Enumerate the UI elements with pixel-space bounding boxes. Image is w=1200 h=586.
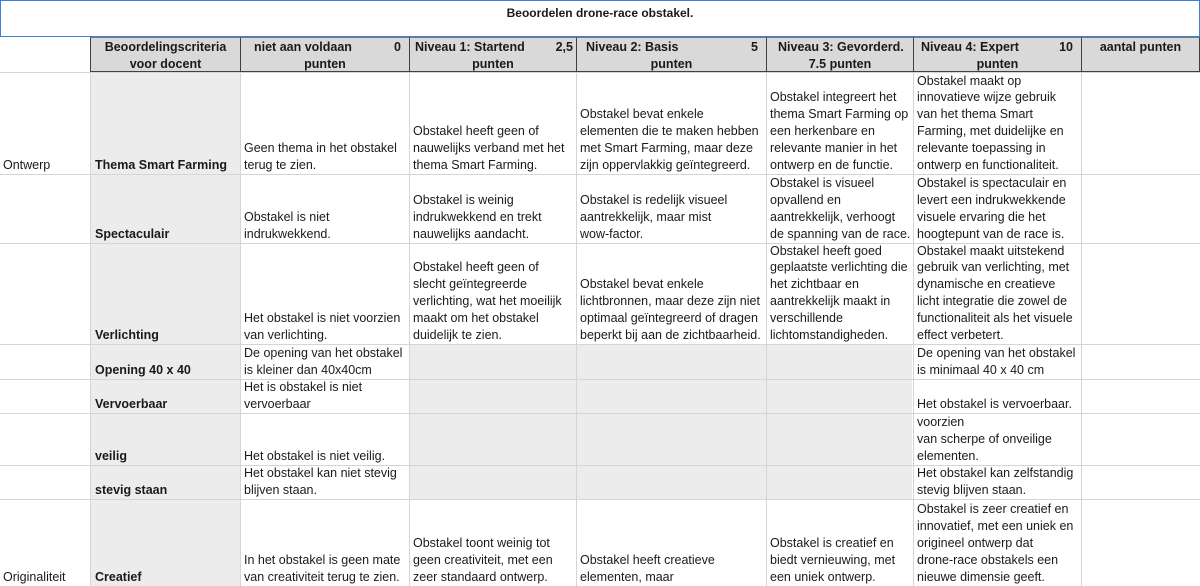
category-ontwerp-label: Ontwerp <box>3 158 51 173</box>
header-level4-label: Niveau 4: Expert <box>921 40 1019 54</box>
cell-text: Het obstakel is niet voorzien van verlichting. <box>244 311 401 343</box>
cell-thema-level4[interactable] <box>914 73 1081 174</box>
cell-thema-level2[interactable] <box>577 73 766 174</box>
criterion-opening[interactable] <box>91 345 240 379</box>
cell-text: Obstakel maakt uitstekend gebruik van verlichting, met dynamische en creatieve licht integratie die zowel de functionaliteit als het visuele effect verbetert. <box>917 244 1073 343</box>
empty-cells-stevig <box>410 465 912 499</box>
cell-text: Obstakel is creatief en biedt vernieuwing, met een uniek ontwerp. <box>770 536 896 585</box>
header-level1[interactable] <box>409 37 576 72</box>
cell-opening-total[interactable] <box>1082 345 1200 379</box>
cell-text: Het obstakel is niet veilig. <box>244 449 386 464</box>
cell-text: Obstakel is niet indrukwekkend. <box>244 210 331 242</box>
cell-text: Obstakel bevat enkele elementen die te maken hebben met Smart Farming, maar deze zijn oppervlakkig geïntegreerd. <box>580 107 759 173</box>
header-total-label: aantal punten <box>1099 40 1182 54</box>
header-level2-points: 5 <box>751 40 758 54</box>
category-originaliteit[interactable] <box>0 500 90 586</box>
criterion-verlichting[interactable] <box>91 244 240 344</box>
cell-text: Obstakel integreert het thema Smart Farming op een herkenbare en relevante manier in het ontwerp en de functie. <box>770 90 909 173</box>
cell-veilig-total[interactable] <box>1082 414 1200 465</box>
header-level3-unit: 7.5 punten <box>808 56 872 71</box>
cell-stevig-level4[interactable] <box>914 466 1081 499</box>
cell-veilig-level4[interactable] <box>914 414 1081 465</box>
empty-cells-vervoerbaar <box>410 379 912 413</box>
cell-text: Obstakel is weinig indrukwekkend en trekt nauwelijks aandacht. <box>413 193 542 242</box>
cell-text: Obstakel heeft geen of nauwelijks verband met het thema Smart Farming. <box>413 124 565 173</box>
header-criteria[interactable] <box>90 37 240 72</box>
header-level0-points: 0 <box>394 40 401 54</box>
cell-text: Obstakel heeft creatieve elementen, maar <box>580 553 715 585</box>
header-criteria-label: Beoordelingscriteria voor docent <box>104 40 227 71</box>
cell-stevig-total[interactable] <box>1082 466 1200 499</box>
cell-opening-level0[interactable] <box>241 345 409 379</box>
criterion-veilig-label: veilig <box>95 449 127 464</box>
criterion-spectaculair-label: Spectaculair <box>95 227 170 242</box>
cell-spectaculair-level1[interactable] <box>410 175 576 243</box>
cell-text: Obstakel toont weinig tot geen creativiteit, met een zeer standaard ontwerp. <box>413 536 553 585</box>
cell-stevig-level0[interactable] <box>241 466 409 499</box>
cell-creatief-total[interactable] <box>1082 500 1200 586</box>
header-level2[interactable] <box>576 37 766 72</box>
cell-verlichting-total[interactable] <box>1082 244 1200 344</box>
cell-text: Obstakel heeft goed geplaatste verlichting die het zichtbaar en aantrekkelijk maakt in verschillende lichtomstandigheden. <box>770 244 908 343</box>
criterion-opening-label: Opening 40 x 40 <box>95 363 191 378</box>
cell-text: Obstakel bevat enkele lichtbronnen, maar deze zijn niet optimaal geïntegreerd of dragen beperkt bij aan de zichtbaarheid. <box>580 277 761 343</box>
header-level3[interactable] <box>766 37 913 72</box>
header-level0-unit: punten <box>304 56 346 71</box>
cell-spectaculair-total[interactable] <box>1082 175 1200 243</box>
cell-text: De opening van het obstakel is minimaal 40 x 40 cm <box>917 346 1076 378</box>
cell-verlichting-level4[interactable] <box>914 244 1081 344</box>
cell-text: Obstakel maakt op innovatieve wijze gebruik van het thema Smart Farming, met duidelijke en relevante toepassing in ontwerp en functionaliteit. <box>917 73 1064 173</box>
criterion-verlichting-label: Verlichting <box>95 328 159 343</box>
header-level1-label: Niveau 1: Startend <box>415 40 525 54</box>
criterion-vervoerbaar[interactable] <box>91 380 240 413</box>
cell-verlichting-level0[interactable] <box>241 244 409 344</box>
header-level2-unit: punten <box>650 56 693 71</box>
cell-text: Het obstakel is vervoerbaar. <box>917 397 1072 412</box>
cell-text: Obstakel is spectaculair en levert een indrukwekkende visuele ervaring die het hoogtepunt van de race is. <box>917 176 1067 242</box>
header-level4-points: 10 <box>1059 40 1073 54</box>
cell-verlichting-level2[interactable] <box>577 244 766 344</box>
cell-spectaculair-level0[interactable] <box>241 175 409 243</box>
cell-text: In het obstakel is geen mate van creativiteit terug te zien. <box>244 553 401 585</box>
header-level0-label: niet aan voldaan <box>254 40 352 54</box>
cell-thema-level0[interactable] <box>241 73 409 174</box>
header-level4[interactable] <box>913 37 1081 72</box>
cell-spectaculair-level2[interactable] <box>577 175 766 243</box>
sheet-title-text: Beoordelen drone-race obstakel. <box>506 6 694 20</box>
cell-creatief-level3[interactable] <box>767 500 913 586</box>
cell-text: Obstakel is zeer creatief en innovatief, met een uniek en origineel ontwerp dat drone-race obstakels een nieuwe dimensie geeft. <box>917 502 1074 585</box>
cell-thema-level3[interactable] <box>767 73 913 174</box>
cell-vervoerbaar-total[interactable] <box>1082 380 1200 413</box>
cell-text: Het obstakel kan niet stevig blijven staan. <box>244 466 397 498</box>
header-level1-unit: punten <box>472 56 514 71</box>
header-level4-unit: punten <box>976 56 1019 71</box>
cell-text: Obstakel heeft geen of slecht geïntegreerde verlichting, wat het moeilijk maakt om het obstakel duidelijk te zien. <box>413 260 562 343</box>
cell-spectaculair-level4[interactable] <box>914 175 1081 243</box>
cell-veilig-level0[interactable] <box>241 414 409 465</box>
cell-vervoerbaar-level0[interactable] <box>241 380 409 413</box>
cell-thema-total[interactable] <box>1082 73 1200 174</box>
cell-spectaculair-level3[interactable] <box>767 175 913 243</box>
header-level0[interactable] <box>240 37 409 72</box>
cell-creatief-level1[interactable] <box>410 500 576 586</box>
cell-vervoerbaar-level4[interactable] <box>914 380 1081 413</box>
cell-text: Obstakel is visueel opvallend en aantrekkelijk, verhoogt de spanning van de race. <box>770 176 911 242</box>
header-level2-label: Niveau 2: Basis <box>586 40 679 54</box>
cell-verlichting-level3[interactable] <box>767 244 913 344</box>
cell-text: Obstakel is redelijk visueel aantrekkelijk, maar mist wow-factor. <box>580 193 728 242</box>
criterion-creatief-label: Creatief <box>95 570 142 585</box>
header-total[interactable] <box>1081 37 1200 72</box>
cell-verlichting-level1[interactable] <box>410 244 576 344</box>
empty-cells-opening <box>410 345 912 379</box>
cell-text: voorzien van scherpe of onveilige elementen. <box>917 415 1052 464</box>
criterion-stevig[interactable] <box>91 466 240 499</box>
cell-creatief-level4[interactable] <box>914 500 1081 586</box>
criterion-stevig-label: stevig staan <box>95 483 168 498</box>
criterion-veilig[interactable] <box>91 414 240 465</box>
cell-text: Het obstakel kan zelfstandig stevig blijven staan. <box>917 466 1074 498</box>
cell-creatief-level2[interactable] <box>577 500 766 586</box>
cell-opening-level4[interactable] <box>914 345 1081 379</box>
category-originaliteit-label: Originaliteit <box>3 570 66 585</box>
cell-thema-level1[interactable] <box>410 73 576 174</box>
criterion-creatief[interactable] <box>91 500 240 586</box>
cell-text: Geen thema in het obstakel terug te zien. <box>244 141 397 173</box>
criterion-thema[interactable] <box>91 73 240 174</box>
criterion-vervoerbaar-label: Vervoerbaar <box>95 397 168 412</box>
category-ontwerp[interactable] <box>0 73 90 174</box>
sheet-title <box>0 0 1200 37</box>
header-level1-points: 2,5 <box>555 40 573 54</box>
cell-text: Het is obstakel is niet vervoerbaar <box>244 380 363 412</box>
criterion-spectaculair[interactable] <box>91 175 240 243</box>
cell-text: De opening van het obstakel is kleiner dan 40x40cm <box>244 346 403 378</box>
cell-creatief-level0[interactable] <box>241 500 409 586</box>
criterion-thema-label: Thema Smart Farming <box>95 158 227 173</box>
header-level3-label: Niveau 3: Gevorderd. <box>778 40 904 54</box>
empty-cells-veilig <box>410 413 912 465</box>
